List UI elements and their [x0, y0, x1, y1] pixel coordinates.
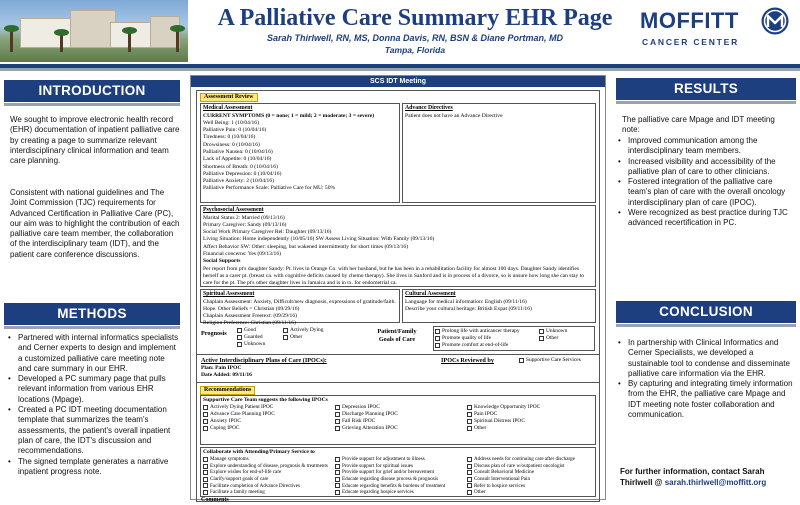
collab-option[interactable]: Explore understanding of disease, prognosis & treatments: [203, 463, 335, 470]
medical-assessment-section: [200, 103, 400, 203]
cultural-line: Language for medical information: English (09/11/16): [405, 298, 527, 305]
poster-location: Tampa, Florida: [384, 45, 446, 55]
form-divider: [197, 354, 599, 355]
collab-option[interactable]: Provide support for adjustment to illness: [335, 456, 467, 463]
ipoc-option[interactable]: Pain IPOC: [467, 411, 595, 418]
collab-option[interactable]: Manage symptoms: [203, 456, 335, 463]
checkbox-icon[interactable]: [467, 457, 472, 462]
prognosis-option[interactable]: Good: [237, 327, 283, 334]
checkbox-icon[interactable]: [539, 336, 544, 341]
collab-option[interactable]: Address needs for continuing care after discharge: [467, 456, 595, 463]
methods-bullet: • Developed a PC summary page that pulls relevant information from various EHR locations (Mpage).: [6, 374, 180, 405]
goals-of-care-label: Patient/Family Goals of Care: [377, 328, 417, 343]
logo-name: MOFFITT: [640, 8, 739, 33]
psychosocial-line: Marital Status 2: Married (09/13/16): [203, 214, 285, 221]
collab-option[interactable]: Discuss plan of care w/outpatient oncologist: [467, 463, 595, 470]
checkbox-icon[interactable]: [203, 464, 208, 469]
checkbox-icon[interactable]: [467, 490, 472, 495]
results-heading: RESULTS: [616, 78, 796, 100]
checkbox-icon[interactable]: [203, 412, 208, 417]
conclusion-bullet: • In partnership with Clinical Informatics and Cerner Specialists, we developed a sustainable tool to condense and disseminate palliative care information via the EHR.: [616, 338, 794, 379]
checkbox-icon[interactable]: [203, 477, 208, 482]
suggested-ipocs-options: [203, 404, 593, 432]
checkbox-icon[interactable]: [203, 470, 208, 475]
contact-email-link[interactable]: sarah.thirlwell@moffitt.org: [664, 477, 767, 487]
results-bullet: • Increased visibility and accessibility of the palliative plan of care to other clinicians.: [616, 157, 794, 178]
checkbox-icon[interactable]: [335, 490, 340, 495]
form-body: [196, 90, 600, 502]
collab-option[interactable]: Provide support for grief and/or bereavement: [335, 469, 467, 476]
checkbox-icon[interactable]: [467, 483, 472, 488]
goals-option[interactable]: Unknown: [539, 328, 593, 335]
psychosocial-line: Social Work Primary Caregiver Rel: Daughter (09/13/16): [203, 229, 332, 236]
psychosocial-line: Living Situation: Home independently (10/05/16) SW Assess Living Situation: With Family (09/13/16): [203, 236, 435, 243]
ipoc-option[interactable]: Actively Dying Patient IPOC: [203, 404, 335, 411]
checkbox-icon[interactable]: [335, 419, 340, 424]
collab-option[interactable]: Refer to hospice services: [467, 483, 595, 490]
collab-option[interactable]: Other: [467, 489, 595, 496]
medical-assessment-title: Medical Assessment: [203, 105, 253, 111]
logo-subtitle: CANCER CENTER: [642, 37, 740, 47]
checkbox-icon[interactable]: [335, 477, 340, 482]
psychosocial-title: Psychosocial Assessment: [203, 207, 264, 213]
cultural-title: Cultural Assessment: [405, 291, 456, 297]
moffitt-emblem-icon: [760, 6, 790, 36]
collab-option[interactable]: Consult Interventional Pain: [467, 476, 595, 483]
checkbox-icon[interactable]: [203, 405, 208, 410]
collab-option[interactable]: Clarify/support goals of care: [203, 476, 335, 483]
methods-bullet: • The signed template generates a narrative inpatient progress note.: [6, 457, 180, 478]
goals-option[interactable]: Promote comfort at end-of-life: [435, 342, 539, 349]
contact-info: [620, 467, 796, 488]
checkbox-icon[interactable]: [283, 335, 288, 340]
methods-bullet: • Created a PC IDT meeting documentation template that summarizes the team's assessments, the patient's overall inpatient plan of care, the IDT's discussion and recommendations.: [6, 405, 180, 456]
symptom-line: Palliative Performance Scale: Palliative Care for MU: 50%: [203, 185, 336, 192]
checkbox-icon[interactable]: [435, 343, 440, 348]
checkbox-icon[interactable]: [467, 470, 472, 475]
suggested-ipocs-section: [200, 395, 596, 445]
collab-option[interactable]: Facilitate a family meeting: [203, 489, 335, 496]
symptoms-heading: CURRENT SYMPTOMS (0 = none; 1 = mild; 2 = moderate; 3 = severe): [203, 112, 375, 119]
introduction-paragraph-1: We sought to improve electronic health record (EHR) documentation of inpatient palliative care by creating a page to summarize relevant interdisciplinary clinical information and team care planning.: [10, 115, 180, 166]
comments-label: Comments: [201, 497, 229, 503]
results-list: [616, 136, 794, 229]
prognosis-option[interactable]: Guarded: [237, 334, 283, 341]
collab-option[interactable]: Facilitate completion of Advance Directives: [203, 483, 335, 490]
collaborate-title: Collaborate with Attending/Primary Service to: [203, 449, 315, 455]
social-supports-title: Social Supports: [203, 258, 241, 265]
symptom-line: Palliative Nausea: 0 (10/04/16): [203, 148, 273, 155]
advance-directives-text: Patient does not have an Advance Directive: [405, 112, 503, 119]
hospital-building-photo: [0, 0, 188, 62]
prognosis-option[interactable]: Other: [283, 334, 343, 341]
symptom-line: Lack of Appetite: 0 (10/04/16): [203, 156, 272, 163]
checkbox-icon[interactable]: [467, 405, 472, 410]
checkbox-icon[interactable]: [335, 457, 340, 462]
ipoc-option[interactable]: Knowledge Opportunity IPOC: [467, 404, 595, 411]
spiritual-line: Religion Preference: Christian (09/11/16): [203, 320, 296, 327]
form-header: SCS IDT Meeting: [191, 76, 605, 87]
conclusion-bullet: • By capturing and integrating timely information from the EHR, the palliative care Mpage and IDT meeting note foster collaboration and communication.: [616, 379, 794, 420]
checkbox-icon[interactable]: [467, 426, 472, 431]
spiritual-title: Spiritual Assessment: [203, 291, 255, 297]
symptom-line: Shortness of Breath: 0 (10/04/16): [203, 163, 278, 170]
checkbox-icon[interactable]: [203, 483, 208, 488]
form-divider: [197, 382, 599, 383]
ipoc-option[interactable]: Grieving Alteration IPOC: [335, 425, 467, 432]
moffitt-logo: [640, 6, 796, 56]
contact-text: For further information, contact Sarah Thirlwell @: [620, 467, 765, 487]
checkbox-icon[interactable]: [335, 426, 340, 431]
methods-list: [6, 333, 180, 477]
advance-directives-title: Advance Directives: [405, 105, 453, 111]
ipoc-reviewed-options: [519, 357, 599, 364]
ipoc-option[interactable]: Advance Care Planning IPOC: [203, 411, 335, 418]
spiritual-line: Chaplain Assessment Freetext: (09/29/16): [203, 313, 297, 320]
goals-option[interactable]: Promote quality of life: [435, 335, 539, 342]
header-rule-shadow: [0, 68, 800, 71]
spiritual-section: [200, 289, 400, 327]
collab-option[interactable]: Educate regarding disease process & prognosis: [335, 476, 467, 483]
checkbox-icon[interactable]: [203, 419, 208, 424]
ipoc-option[interactable]: Spiritual Distress IPOC: [467, 418, 595, 425]
ipoc-reviewed-option[interactable]: Supportive Care Services: [519, 357, 599, 364]
checkbox-icon[interactable]: [467, 477, 472, 482]
ipoc-date-added: Date Added: 09/11/16: [201, 372, 252, 378]
checkbox-icon[interactable]: [467, 412, 472, 417]
checkbox-icon[interactable]: [335, 470, 340, 475]
ipoc-option[interactable]: Depression IPOC: [335, 404, 467, 411]
prognosis-options: [237, 327, 357, 348]
checkbox-icon[interactable]: [203, 426, 208, 431]
collaborate-options: [203, 456, 593, 496]
results-bullet: • Were recognized as best practice during TJC advanced recertification in PC.: [616, 208, 794, 229]
methods-heading: METHODS: [4, 303, 180, 325]
psychosocial-section: [200, 205, 596, 287]
ipoc-reviewed-label: IPOCs Reviewed by: [441, 357, 494, 364]
collab-option[interactable]: Provide support for spiritual issues: [335, 463, 467, 470]
cultural-line: Describe your cultural heritage: British Expat (09/11/16): [405, 305, 532, 312]
poster-header: [0, 0, 800, 64]
checkbox-icon[interactable]: [237, 335, 242, 340]
checkbox-icon[interactable]: [335, 483, 340, 488]
checkbox-icon[interactable]: [467, 419, 472, 424]
social-supports-text: Per report from pt's daughter Sandy: Pt. lives in Orange Co. with her husband, but he has been in a rehabilitation facility for almost 100 days. Daughter Sandy identifies herself as a carer pt. (breast ca. with cognitive deficits caused by chemo therapy). She lives in Sanford and is in process of a divorce, so is unsure how long she can stay to care for the pt. The pt's other daughter lives in Jamaica and is in tx. for endometrial ca.: [203, 265, 585, 287]
collab-option[interactable]: Consult Behavioral Medicine: [467, 469, 595, 476]
symptom-line: Palliative Anxiety: 2 (10/04/16): [203, 178, 275, 185]
checkbox-icon[interactable]: [203, 490, 208, 495]
checkbox-icon[interactable]: [539, 329, 544, 334]
assessment-review-tag: Assessment Review: [200, 93, 258, 102]
symptom-line: Palliative Pain: 0 (10/04/16): [203, 127, 267, 134]
checkbox-icon[interactable]: [203, 457, 208, 462]
poster-authors: Sarah Thirlwell, RN, MS, Donna Davis, RN, BSN & Diane Portman, MD: [266, 33, 564, 43]
checkbox-icon[interactable]: [335, 464, 340, 469]
goals-option[interactable]: Other: [539, 335, 593, 342]
collaborate-section: [200, 447, 596, 497]
ipoc-option[interactable]: Coping IPOC: [203, 425, 335, 432]
results-intro: The palliative care Mpage and IDT meeting note:: [622, 115, 775, 135]
ipoc-option[interactable]: Fall Risk IPOC: [335, 418, 467, 425]
ipoc-plan: Plan: Pain IPOC: [201, 365, 242, 371]
symptom-line: Drowsiness: 0 (10/04/16): [203, 141, 260, 148]
results-bullet: • Fostered integration of the palliative care team's plan of care with the overall oncology interdisciplinary plan of care (IPOC).: [616, 177, 794, 208]
ipoc-option[interactable]: Other: [467, 425, 595, 432]
goals-option[interactable]: Prolong life with anticancer therapy: [435, 328, 539, 335]
results-bullet: • Improved communication among the interdisciplinary team members.: [616, 136, 794, 157]
symptom-line: Palliative Depression: 0 (10/04/16): [203, 170, 282, 177]
ipoc-option[interactable]: Anxiety IPOC: [203, 418, 335, 425]
methods-bullet: • Partnered with internal informatics specialists and Cerner experts to design and implement a customized palliative care meeting note and care summary in our EHR.: [6, 333, 180, 374]
psychosocial-line: Primary Caregiver: Sandy (09/13/16): [203, 221, 287, 228]
goals-of-care-options: [433, 326, 595, 351]
conclusion-list: [616, 338, 794, 420]
recommendations-tag: Recommendations: [200, 386, 255, 395]
collab-option[interactable]: Educate regarding benefits & burdens of treatment: [335, 483, 467, 490]
prognosis-option[interactable]: Unknown: [237, 341, 283, 348]
ipoc-title: Active Interdisciplinary Plans of Care (IPOCs):: [201, 357, 327, 364]
checkbox-icon[interactable]: [519, 358, 524, 363]
checkbox-icon[interactable]: [435, 329, 440, 334]
spiritual-line: Chaplain Assessment: Anxiety, Difficult/new diagnosis, expressions of gratitude/faith. Hope. Other Beliefs = Christian (09/29/16): [203, 298, 396, 312]
prognosis-label: Prognosis: [201, 330, 227, 337]
introduction-paragraph-2: Consistent with national guidelines and The Joint Commission (TJC) requirements for Advanced Certification in Palliative Care (PC), our aim was to highlight the contribution of each palliative care team member, the collaboration of the interdisciplinary team (IDT), and the patient care conference discussions.: [10, 188, 180, 259]
ipoc-option[interactable]: Discharge Planning IPOC: [335, 411, 467, 418]
ehr-form-screenshot: [190, 75, 606, 503]
poster-title: A Palliative Care Summary EHR Page: [217, 5, 613, 31]
checkbox-icon[interactable]: [467, 464, 472, 469]
psychosocial-line: Affect Behavior SW: Other: sleeping, but wakened intermittently for short times (09/13/16): [203, 243, 409, 250]
advance-directives-section: [402, 103, 596, 203]
psychosocial-line: Financial concerns: Yes (09/13/16): [203, 250, 281, 257]
checkbox-icon[interactable]: [283, 328, 288, 333]
conclusion-heading: CONCLUSION: [616, 301, 796, 323]
prognosis-option[interactable]: Actively Dying: [283, 327, 343, 334]
checkbox-icon[interactable]: [435, 336, 440, 341]
checkbox-icon[interactable]: [237, 328, 242, 333]
suggested-ipocs-title: Supportive Care Team suggests the following IPOCs: [203, 397, 328, 403]
checkbox-icon[interactable]: [335, 412, 340, 417]
symptom-line: Tiredness: 0 (10/04/16): [203, 134, 256, 141]
cultural-section: [402, 289, 596, 323]
checkbox-icon[interactable]: [335, 405, 340, 410]
collab-option[interactable]: Explore wishes for end-of-life care: [203, 469, 335, 476]
introduction-heading: INTRODUCTION: [4, 80, 180, 102]
checkbox-icon[interactable]: [237, 342, 242, 347]
symptom-line: Well Being: 1 (10/04/16): [203, 119, 259, 126]
collab-option[interactable]: Educate regarding hospice services: [335, 489, 467, 496]
